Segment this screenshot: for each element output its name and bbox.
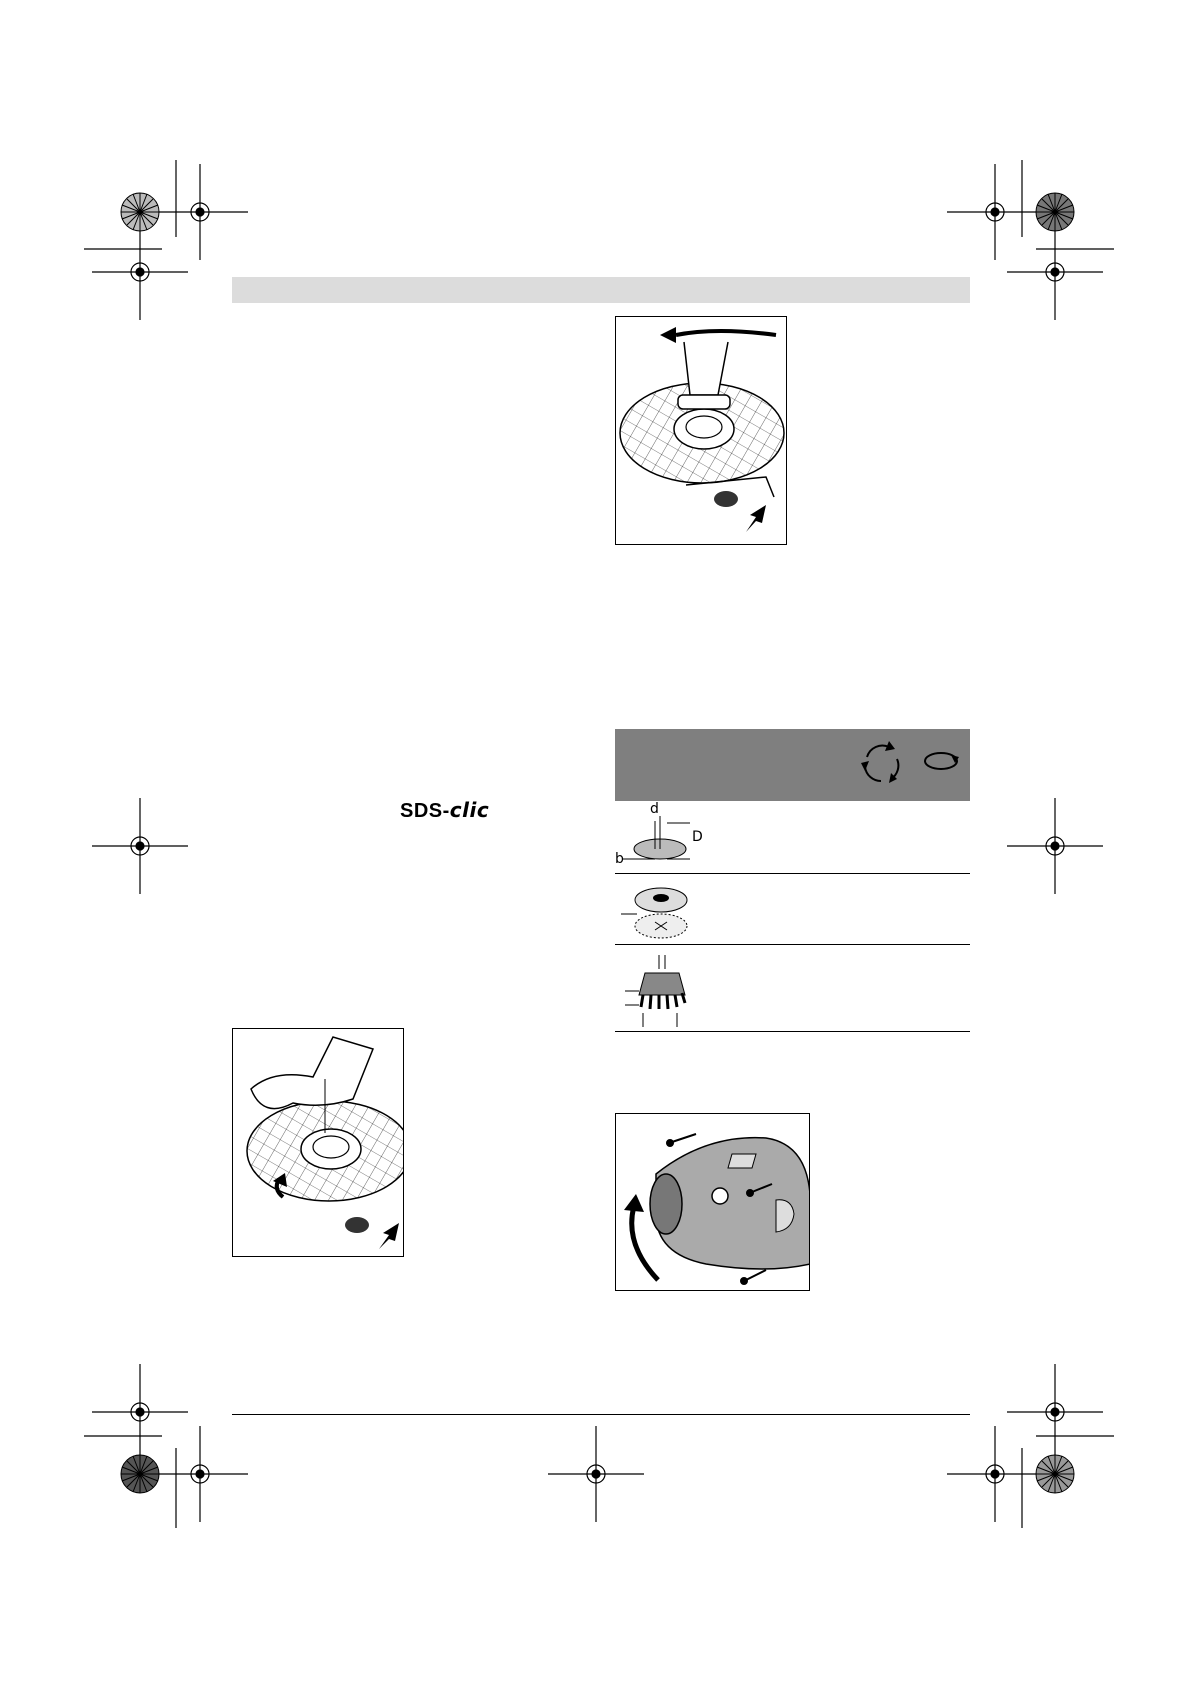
figure-wrench-wheel bbox=[615, 316, 787, 545]
label-large-d: D bbox=[692, 829, 703, 845]
hand-wheel-illustration bbox=[233, 1029, 404, 1257]
footer-rule bbox=[232, 1414, 970, 1415]
label-small-d: d bbox=[650, 801, 659, 817]
figure-hand-wheel bbox=[232, 1028, 404, 1257]
cup-brush-icon bbox=[615, 951, 705, 1029]
row-divider bbox=[615, 1031, 970, 1032]
figure-gear-head bbox=[615, 1113, 810, 1291]
two-pin-wrench bbox=[678, 395, 730, 409]
rotation-speed-icon bbox=[855, 737, 907, 789]
table-header bbox=[615, 729, 970, 801]
table-row bbox=[615, 801, 970, 873]
circumferential-speed-icon bbox=[921, 749, 961, 773]
sds-clic-logo: SDS-clic bbox=[400, 798, 490, 822]
table-row bbox=[615, 874, 970, 944]
wrench-wheel-illustration bbox=[616, 317, 787, 545]
header-bar bbox=[232, 277, 970, 303]
table-row bbox=[615, 945, 970, 1031]
gear-head-illustration bbox=[616, 1114, 810, 1291]
flap-disc-icon bbox=[615, 880, 705, 944]
rotation-arrow bbox=[676, 331, 776, 335]
press-arrow bbox=[746, 505, 766, 532]
hand bbox=[251, 1037, 373, 1109]
label-b: b bbox=[615, 851, 624, 867]
press-arrow bbox=[379, 1223, 399, 1249]
